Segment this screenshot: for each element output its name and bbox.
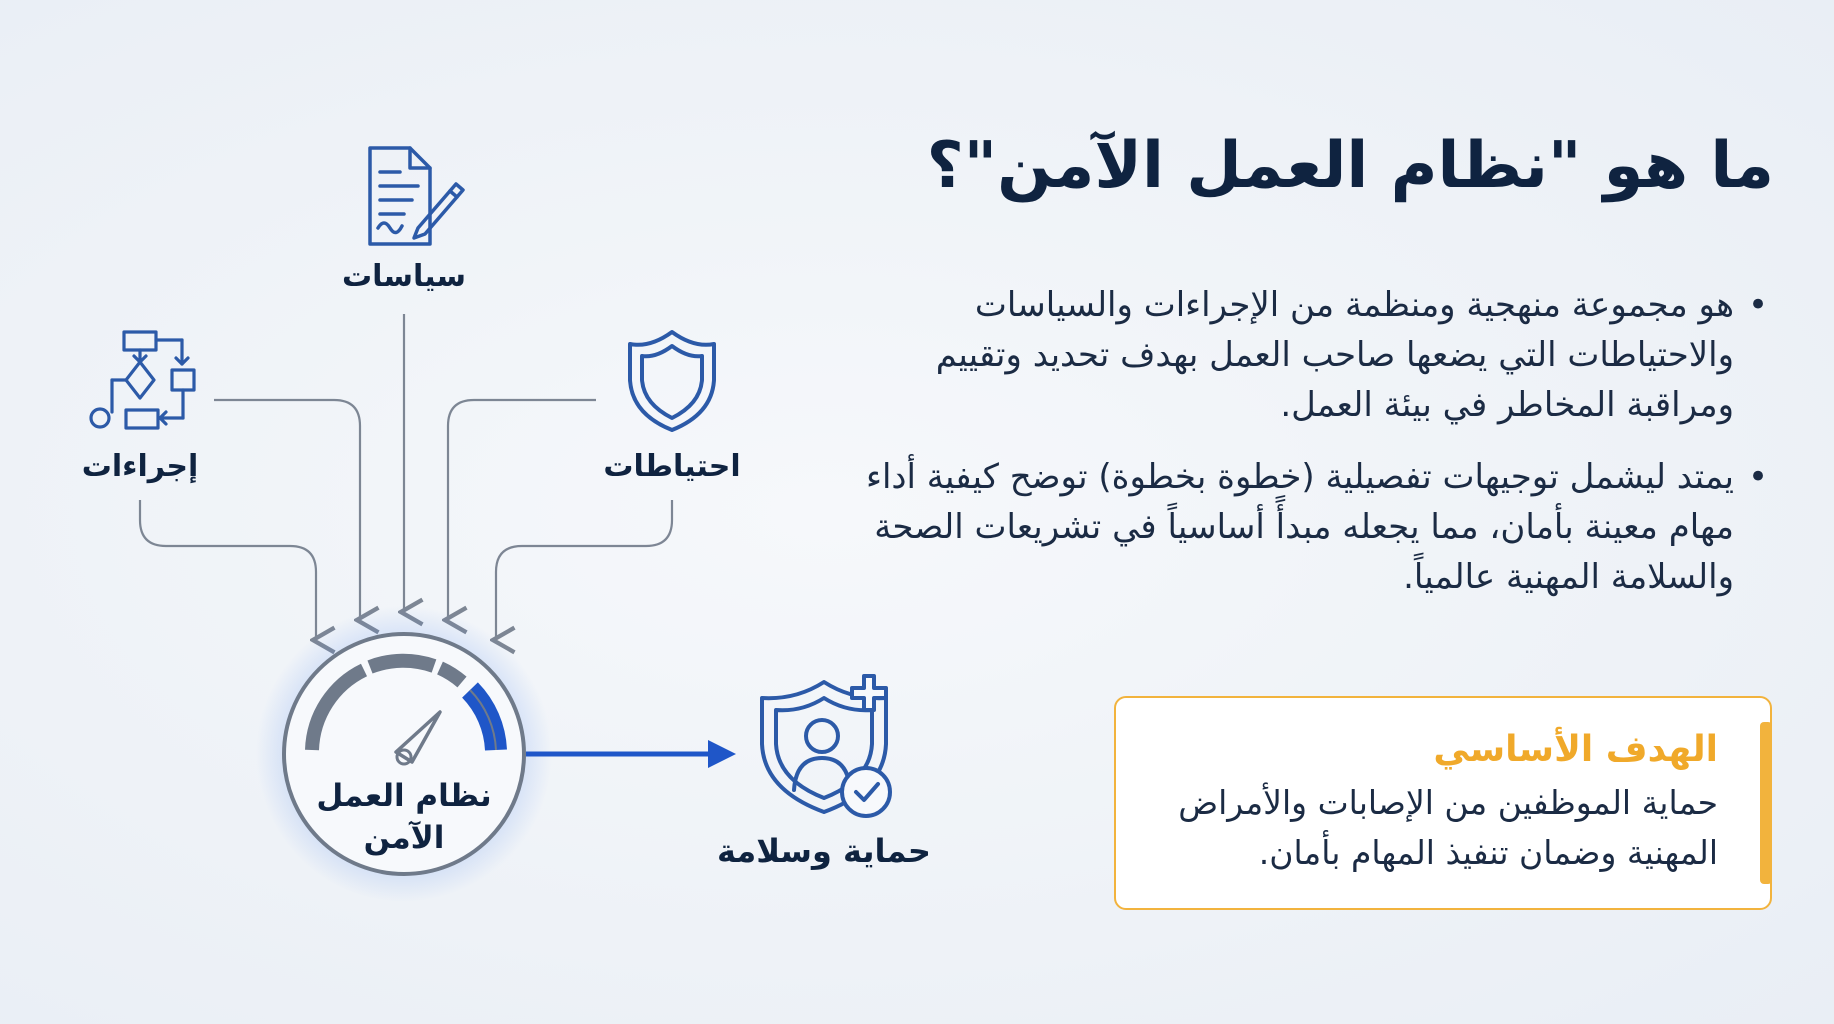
shield-icon	[630, 332, 714, 430]
goal-text: حماية الموظفين من الإصابات والأمراض المهنية وضمان تنفيذ المهام بأمان.	[1178, 783, 1718, 872]
center-label-line2: الآمن	[363, 820, 445, 856]
precautions-label: احتياطات	[603, 449, 741, 484]
output-label: حماية وسلامة	[717, 832, 931, 870]
policies-label: سياسات	[342, 259, 466, 294]
input-arrows	[140, 314, 672, 640]
output-arrow	[526, 740, 736, 768]
page-title: ما هو "نظام العمل الآمن"؟	[926, 129, 1774, 203]
arrow-from-procedures-upper	[214, 400, 360, 620]
bullet-point: • هو مجموعة منهجية ومنظمة من الإجراءات والسياسات والاحتياطات التي يضعها صاحب العمل بهدف تحديد وتقييم ومراقبة المخاطر في بيئة العمل.	[834, 280, 1734, 430]
procedures-label: إجراءات	[81, 449, 199, 484]
definition-list	[834, 280, 1764, 624]
main-goal-card	[1114, 696, 1772, 910]
goal-accent-bar	[1760, 722, 1772, 884]
arrow-from-procedures-lower	[140, 500, 316, 640]
center-label-line1: نظام العمل	[316, 778, 492, 814]
center-gauge-node	[256, 606, 552, 902]
goal-title: الهدف الأساسي	[1433, 729, 1718, 770]
signed-document-icon	[370, 148, 463, 244]
flowchart-icon	[91, 332, 194, 428]
arrow-from-precautions-lower	[496, 500, 672, 640]
shield-person-check-icon	[762, 676, 890, 816]
arrow-from-precautions-upper	[448, 400, 596, 620]
bullet-point: • يمتد ليشمل توجيهات تفصيلية (خطوة بخطوة) توضح كيفية أداء مهام معينة بأمان، مما يجعله مبدأً أساسياً في تشريعات الصحة والسلامة المهنية عالمياً.	[834, 452, 1734, 602]
